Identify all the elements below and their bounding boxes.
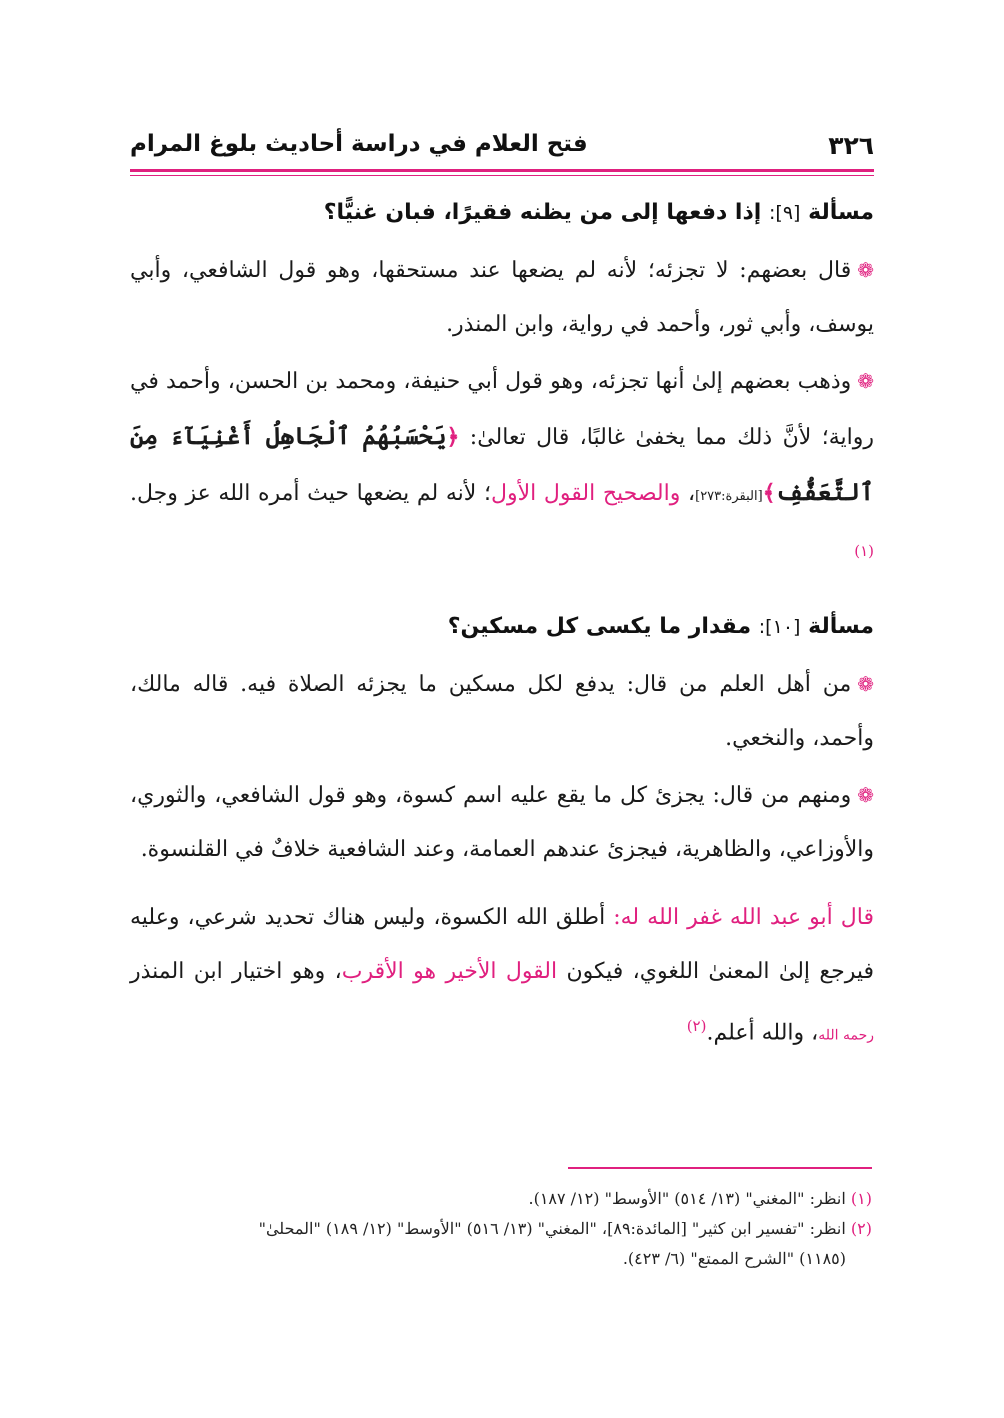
flower-ornament-icon: ❁ (857, 369, 874, 393)
book-title: فتح العلام في دراسة أحاديث بلوغ المرام (130, 131, 588, 157)
quran-bracket-open: ﴿ (446, 424, 460, 450)
footnote-text: (١١٨٥) "الشرح الممتع" (٦/ ٤٢٣). (622, 1249, 846, 1268)
issue-number: [٩]: (768, 202, 801, 224)
footnote-number: (١) (850, 1189, 872, 1208)
footnote-2-continued (130, 1244, 872, 1274)
paragraph (130, 354, 874, 585)
preferred-opinion: والصحيح القول الأول (490, 481, 681, 506)
footnote-number: (٢) (850, 1219, 872, 1238)
paragraph-text: من أهل العلم من قال: يدفع لكل مسكين ما يجزئه الصلاة فيه. قاله مالك، وأحمد، والنخعي. (130, 672, 874, 752)
page-header (130, 125, 874, 169)
author-intro: قال أبو عبد الله غفر الله له: (613, 905, 874, 931)
footnotes (130, 1184, 872, 1274)
issue-9-heading (130, 193, 874, 233)
flower-ornament-icon: ❁ (857, 672, 874, 697)
spacer (130, 877, 874, 891)
preferred-opinion: القول الأخير هو الأقرب (341, 959, 558, 985)
flower-ornament-icon: ❁ (857, 783, 874, 808)
page-body (130, 185, 874, 1063)
footnote-1 (130, 1184, 872, 1214)
author-note (130, 891, 874, 1062)
quran-bracket-close: ﴾ (762, 480, 776, 506)
issue-number: [١٠]: (758, 616, 801, 639)
quran-verse: يَحْسَبُهُمُ ٱلْجَاهِلُ أَغْنِيَآءَ مِنَ ٱلتَّعَفُّفِ (130, 421, 874, 506)
footnote-marker[interactable]: (١) (854, 542, 874, 560)
issue-label: مسألة (808, 200, 874, 225)
page-number: ٣٢٦ (828, 131, 874, 160)
issue-10-heading (130, 607, 874, 647)
rahimahullah-glyph: رحمه الله (818, 1027, 874, 1044)
footnote-text: انظر: "المغني" (١٣/ ٥١٤) "الأوسط" (١٢/ ١٨٧). (528, 1189, 846, 1208)
separator: ، (680, 481, 696, 506)
paragraph-text: ؛ لأنه لم يضعها حيث أمره الله عز وجل. (130, 481, 491, 506)
quran-reference: [البقرة:٢٧٣] (695, 489, 763, 504)
header-rule-thick (130, 169, 874, 172)
footnote-separator (568, 1167, 872, 1169)
paragraph (130, 243, 874, 352)
paragraph-text: ومنهم من قال: يجزئ كل ما يقع عليه اسم كسوة، وهو قول الشافعي، والثوري، والأوزاعي، والظاهرية، فيجزئ عندهم العمامة، وعند الشافعية خلافٌ في القلنسوة. (130, 783, 874, 863)
paragraph-text: ، والله أعلم. (706, 1020, 819, 1046)
issue-question: مقدار ما يكسى كل مسكين؟ (447, 614, 752, 640)
paragraph (130, 768, 874, 877)
header-rule-thin (130, 175, 874, 176)
paragraph-text: أطلق الله الكسوة، وليس هناك تحديد شرعي، وعليه فيرجع إلىٰ المعنىٰ اللغوي، فيكون (130, 905, 874, 985)
footnote-text: انظر: "تفسير ابن كثير" [المائدة:٨٩]، "المغني" (١٣/ ٥١٦) "الأوسط" (١٢/ ١٨٩) "المحلىٰ" (258, 1219, 846, 1238)
issue-question: إذا دفعها إلى من يظنه فقيرًا، فبان غنيًّا؟ (323, 200, 762, 225)
paragraph (130, 657, 874, 766)
footnote-2 (130, 1214, 872, 1244)
paragraph-text: وذهب بعضهم إلىٰ أنها تجزئه، وهو قول أبي حنيفة، ومحمد بن الحسن، وأحمد في رواية؛ لأنَّ ذلك مما يخفىٰ غالبًا، قال تعالىٰ: (130, 369, 874, 450)
issue-label: مسألة (808, 614, 874, 640)
footnote-marker[interactable]: (٢) (686, 1017, 707, 1036)
paragraph-text: ، وهو اختيار ابن المنذر (130, 959, 342, 985)
paragraph-text: قال بعضهم: لا تجزئه؛ لأنه لم يضعها عند مستحقها، وهو قول الشافعي، وأبي يوسف، وأبي ثور، وأحمد في رواية، وابن المنذر. (130, 258, 874, 337)
spacer (130, 585, 874, 599)
flower-ornament-icon: ❁ (857, 258, 874, 282)
